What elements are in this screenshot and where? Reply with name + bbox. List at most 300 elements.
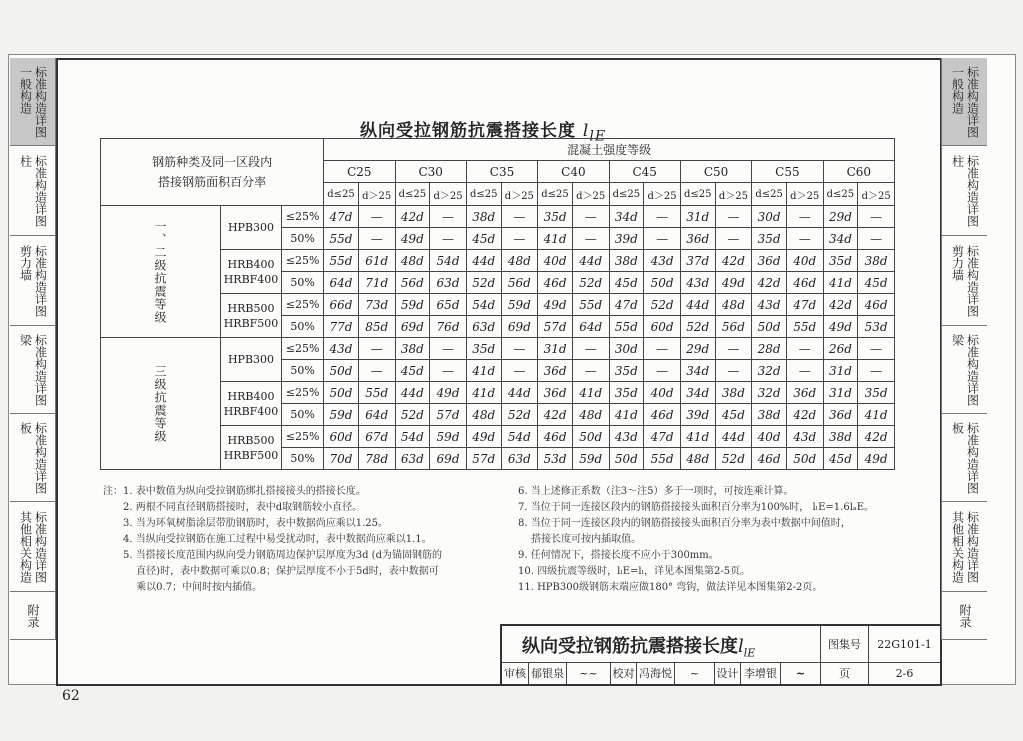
lap-length-value: 57d (430, 404, 467, 426)
header-steel-type: 钢筋种类及同一区段内 搭接钢筋面积百分率 (101, 139, 324, 206)
tab-label: 附录 (26, 603, 40, 628)
steel-type: HRB400 HRBF400 (221, 250, 282, 294)
tab-label: 标准构造详图 (33, 333, 48, 406)
grade-header: C45 (609, 161, 680, 183)
lap-length-value: — (430, 360, 467, 382)
diameter-large-header: d＞25 (358, 183, 395, 206)
lap-length-value: 36d (680, 228, 715, 250)
lap-length-value: 47d (609, 294, 644, 316)
note-line: 5. 当搭接长度范围内纵向受力钢筋周边保护层厚度为3d (d为锚固钢筋的 (103, 550, 442, 561)
lap-length-value: 41d (466, 360, 501, 382)
left-tab-6[interactable] (10, 502, 56, 592)
left-tab-3[interactable] (10, 236, 56, 326)
diameter-small-header: d≤25 (466, 183, 501, 206)
lap-length-value: 41d (572, 382, 609, 404)
lap-length-value: — (715, 338, 752, 360)
lap-length-value: 39d (609, 228, 644, 250)
lap-length-value: 34d (680, 382, 715, 404)
lap-length-value: 44d (715, 426, 752, 448)
lap-length-value: 52d (466, 272, 501, 294)
lap-length-value: 35d (538, 206, 573, 228)
left-tab-2[interactable] (10, 146, 56, 236)
lap-length-value: — (572, 338, 609, 360)
lap-length-value: — (358, 338, 395, 360)
lap-length-value: 45d (609, 272, 644, 294)
lap-length-value: 36d (538, 360, 573, 382)
percentage-cell: 50% (282, 360, 324, 382)
lap-length-value: 34d (680, 360, 715, 382)
check-name: 冯海悦 (636, 662, 674, 684)
note-line: 9. 任何情况下，搭接长度不应小于300mm。 (518, 550, 719, 561)
title-block (500, 624, 940, 684)
lap-length-value: 38d (858, 250, 895, 272)
right-tab-7[interactable] (941, 592, 987, 640)
lap-length-value: 52d (395, 404, 430, 426)
lap-length-value: — (858, 206, 895, 228)
tab-label: 梁 (18, 333, 33, 346)
lap-length-value: 69d (395, 316, 430, 338)
percentage-cell: ≤25% (282, 250, 324, 272)
lap-length-value: — (858, 360, 895, 382)
tab-label: 标准构造详图 (965, 510, 980, 583)
lap-length-value: 35d (858, 382, 895, 404)
atlas-label: 图集号 (820, 626, 868, 662)
lap-length-value: 35d (823, 250, 858, 272)
lap-length-value: 49d (466, 426, 501, 448)
lap-length-value: 70d (324, 448, 359, 470)
table-row (101, 382, 895, 404)
lap-length-value: 64d (572, 316, 609, 338)
tab-label: 剪力墙 (18, 244, 33, 281)
right-tab-1[interactable] (941, 58, 987, 146)
page-label: 页 (820, 662, 868, 684)
lap-length-value: 42d (752, 272, 787, 294)
lap-length-value: 35d (466, 338, 501, 360)
lap-length-value: 41d (680, 426, 715, 448)
note-line: 2. 两根不同直径钢筋搭接时，表中d取钢筋较小直径。 (103, 502, 363, 513)
lap-length-value: 48d (680, 448, 715, 470)
lap-length-value: 34d (609, 206, 644, 228)
percentage-cell: 50% (282, 316, 324, 338)
tab-label: 标准构造详图 (33, 510, 48, 583)
lap-length-value: 46d (786, 272, 823, 294)
tab-label: 标准构造详图 (965, 244, 980, 317)
lap-length-value: 55d (324, 250, 359, 272)
lap-length-value: 44d (572, 250, 609, 272)
lap-length-value: 43d (680, 272, 715, 294)
lap-length-value: 60d (644, 316, 681, 338)
note-line: 6. 当上述修正系数（注3～注5）多于一项时，可按连乘计算。 (518, 486, 794, 497)
check-signature: ~ (674, 662, 714, 684)
diameter-small-header: d≤25 (609, 183, 644, 206)
lap-length-value: 40d (786, 250, 823, 272)
steel-type: HRB400 HRBF400 (221, 382, 282, 426)
lap-length-value: 49d (430, 382, 467, 404)
lap-length-value: 59d (395, 294, 430, 316)
steel-type: HRB500 HRBF500 (221, 426, 282, 470)
lap-length-value: 50d (324, 360, 359, 382)
lap-length-value: — (358, 206, 395, 228)
lap-length-value: 53d (538, 448, 573, 470)
lap-length-value: 45d (858, 272, 895, 294)
table-row (101, 206, 895, 228)
lap-length-value: 55d (358, 382, 395, 404)
diameter-large-header: d＞25 (501, 183, 538, 206)
page-code: 2-6 (868, 662, 940, 684)
lap-length-value: 55d (609, 316, 644, 338)
left-tab-4[interactable] (10, 326, 56, 414)
lap-length-value: 54d (466, 294, 501, 316)
lap-length-value: 54d (501, 426, 538, 448)
lap-length-value: 67d (358, 426, 395, 448)
right-tab-2[interactable] (941, 146, 987, 236)
lap-length-value: 63d (430, 272, 467, 294)
lap-length-value: 48d (395, 250, 430, 272)
lap-length-value: 45d (715, 404, 752, 426)
tab-label: 梁 (950, 333, 965, 346)
lap-length-value: 48d (715, 294, 752, 316)
diameter-large-header: d＞25 (430, 183, 467, 206)
tab-label: 剪力墙 (950, 244, 965, 281)
lap-length-value: 41d (609, 404, 644, 426)
lap-length-value: — (786, 228, 823, 250)
lap-length-value: 50d (752, 316, 787, 338)
grade-header: C30 (395, 161, 466, 183)
lap-length-value: 55d (572, 294, 609, 316)
lap-length-value: 49d (823, 316, 858, 338)
lap-length-value: — (786, 206, 823, 228)
lap-length-value: 76d (430, 316, 467, 338)
grade-header: C50 (680, 161, 751, 183)
note-line: 8. 当位于同一连接区段内的钢筋搭接接头面积百分率为表中数据中间值时， (518, 518, 851, 529)
percentage-cell: 50% (282, 448, 324, 470)
percentage-cell: 50% (282, 228, 324, 250)
lap-length-value: 47d (786, 294, 823, 316)
lap-length-value: — (501, 360, 538, 382)
lap-length-value: 69d (501, 316, 538, 338)
lap-length-value: — (430, 338, 467, 360)
lap-length-value: 52d (715, 448, 752, 470)
lap-length-value: 42d (715, 250, 752, 272)
steel-type: HRB500 HRBF500 (221, 294, 282, 338)
note-line: 搭接长度可按内插取值。 (518, 534, 642, 545)
lap-length-value: 48d (466, 404, 501, 426)
percentage-cell: 50% (282, 404, 324, 426)
note-line: 11. HPB300级钢筋末端应做180° 弯钩，做法详见本图集第2-2页。 (518, 582, 823, 593)
lap-length-value: 59d (324, 404, 359, 426)
diameter-large-header: d＞25 (858, 183, 895, 206)
lap-length-value: — (358, 228, 395, 250)
tab-label: 柱 (18, 154, 33, 167)
lap-length-value: 46d (538, 426, 573, 448)
lap-length-value: 46d (752, 448, 787, 470)
lap-length-value: 44d (501, 382, 538, 404)
lap-length-value: 44d (680, 294, 715, 316)
lap-length-value: 44d (466, 250, 501, 272)
diameter-small-header: d≤25 (823, 183, 858, 206)
lap-length-value: — (715, 360, 752, 382)
tab-label: 标准构造详图 (965, 154, 980, 227)
lap-length-value: 31d (823, 382, 858, 404)
table-row (101, 250, 895, 272)
lap-length-value: 41d (823, 272, 858, 294)
lap-length-value: — (858, 338, 895, 360)
tab-label: 其他相关构造 (950, 510, 965, 583)
lap-length-value: 42d (858, 426, 895, 448)
grade-header: C60 (823, 161, 894, 183)
tab-label: 柱 (950, 154, 965, 167)
lap-length-value: 40d (752, 426, 787, 448)
atlas-number: 22G101-1 (868, 626, 940, 662)
diameter-small-header: d≤25 (752, 183, 787, 206)
lap-length-value: 65d (430, 294, 467, 316)
lap-length-value: 32d (752, 382, 787, 404)
right-tab-6[interactable] (941, 502, 987, 592)
lap-length-value: 41d (466, 382, 501, 404)
tab-label: 一般构造 (950, 65, 965, 114)
lap-length-value: 47d (324, 206, 359, 228)
tab-label: 附录 (958, 603, 972, 628)
table-title: 纵向受拉钢筋抗震搭接长度 $l_{lE}$ (360, 121, 607, 145)
grade-header: C40 (538, 161, 609, 183)
lap-length-value: 40d (644, 382, 681, 404)
lap-length-value: 52d (572, 272, 609, 294)
lap-length-value: 59d (572, 448, 609, 470)
lap-length-value: 34d (823, 228, 858, 250)
lap-length-value: 48d (572, 404, 609, 426)
lap-length-value: 59d (430, 426, 467, 448)
notes-right (518, 484, 874, 596)
page-number: 62 (62, 688, 80, 704)
lap-length-value: 35d (609, 382, 644, 404)
lap-length-value: 42d (786, 404, 823, 426)
tab-label: 板 (18, 421, 33, 434)
lap-length-value: 52d (644, 294, 681, 316)
lap-length-value: 43d (752, 294, 787, 316)
design-name: 李增银 (740, 662, 780, 684)
diameter-small-header: d≤25 (395, 183, 430, 206)
lap-length-value: 56d (395, 272, 430, 294)
diameter-large-header: d＞25 (715, 183, 752, 206)
tab-label: 标准构造详图 (965, 65, 980, 138)
lap-length-value: 59d (501, 294, 538, 316)
right-tab-5[interactable] (941, 414, 987, 502)
lap-length-value: 42d (395, 206, 430, 228)
lap-length-value: 63d (501, 448, 538, 470)
lap-length-value: 85d (358, 316, 395, 338)
notes-left (103, 484, 442, 596)
design-label: 设计 (714, 662, 740, 684)
left-tab-5[interactable] (10, 414, 56, 502)
lap-length-value: 64d (358, 404, 395, 426)
lap-length-value: 31d (823, 360, 858, 382)
lap-length-table (100, 138, 895, 470)
right-tab-3[interactable] (941, 236, 987, 326)
lap-length-value: 30d (609, 338, 644, 360)
lap-length-value: 45d (395, 360, 430, 382)
lap-length-value: 63d (395, 448, 430, 470)
steel-type: HPB300 (221, 206, 282, 250)
lap-length-value: 57d (466, 448, 501, 470)
diameter-large-header: d＞25 (786, 183, 823, 206)
lap-length-value: — (430, 228, 467, 250)
percentage-cell: ≤25% (282, 382, 324, 404)
lap-length-value: 42d (538, 404, 573, 426)
lap-length-value: 40d (538, 250, 573, 272)
lap-length-value: 54d (430, 250, 467, 272)
lap-length-value: 52d (680, 316, 715, 338)
lap-length-value: 43d (786, 426, 823, 448)
lap-length-value: — (572, 360, 609, 382)
lap-length-value: 36d (786, 382, 823, 404)
lap-length-value: 49d (395, 228, 430, 250)
lap-length-value: 56d (715, 316, 752, 338)
lap-length-value: 35d (609, 360, 644, 382)
lap-length-value: — (644, 338, 681, 360)
header-concrete-grade: 混凝土强度等级 (324, 139, 895, 161)
lap-length-value: 47d (644, 426, 681, 448)
lap-length-value: 38d (715, 382, 752, 404)
note-line: 10. 四级抗震等级时，lₗE=lₗ，详见本图集第2-5页。 (518, 566, 751, 577)
percentage-cell: ≤25% (282, 206, 324, 228)
lap-length-value: — (644, 228, 681, 250)
lap-length-value: — (572, 228, 609, 250)
note-line: 直径)时，表中数据可乘以0.8；保护层厚度不小于5d时，表中数据可 (103, 566, 439, 577)
lap-length-value: — (358, 360, 395, 382)
lap-length-value: 63d (466, 316, 501, 338)
lap-length-value: 42d (823, 294, 858, 316)
lap-length-value: — (786, 360, 823, 382)
lap-length-value: — (715, 228, 752, 250)
lap-length-value: — (501, 338, 538, 360)
table-row (101, 294, 895, 316)
seismic-grade-label: 三级抗震等级 (101, 338, 221, 470)
lap-length-value: 31d (538, 338, 573, 360)
lap-length-value: 43d (609, 426, 644, 448)
diameter-large-header: d＞25 (644, 183, 681, 206)
tab-label: 标准构造详图 (33, 244, 48, 317)
percentage-cell: ≤25% (282, 294, 324, 316)
lap-length-value: — (430, 206, 467, 228)
lap-length-value: 32d (752, 360, 787, 382)
lap-length-value: 61d (358, 250, 395, 272)
lap-length-value: 39d (680, 404, 715, 426)
lap-length-value: 35d (752, 228, 787, 250)
percentage-cell: ≤25% (282, 338, 324, 360)
grade-header: C25 (324, 161, 395, 183)
lap-length-value: — (715, 206, 752, 228)
tab-label: 标准构造详图 (965, 421, 980, 494)
lap-length-value: 54d (395, 426, 430, 448)
check-label: 校对 (610, 662, 636, 684)
lap-length-value: 57d (538, 316, 573, 338)
lap-length-value: — (786, 338, 823, 360)
lap-length-value: 37d (680, 250, 715, 272)
diameter-small-header: d≤25 (680, 183, 715, 206)
lap-length-value: — (644, 360, 681, 382)
lap-length-value: 49d (538, 294, 573, 316)
lap-length-value: 46d (644, 404, 681, 426)
grade-header: C55 (752, 161, 823, 183)
lap-length-value: — (501, 228, 538, 250)
review-label: 审核 (504, 667, 526, 680)
title-block-title: 纵向受拉钢筋抗震搭接长度$l_{lE}$ (522, 636, 756, 660)
tab-label: 标准构造详图 (33, 421, 48, 494)
lap-length-value: — (644, 206, 681, 228)
diameter-small-header: d≤25 (538, 183, 573, 206)
left-tab-7[interactable] (10, 592, 56, 640)
lap-length-value: 41d (538, 228, 573, 250)
lap-length-value: 60d (324, 426, 359, 448)
lap-length-value: 46d (538, 272, 573, 294)
design-signature: ~ (780, 662, 820, 684)
lap-length-value: 28d (752, 338, 787, 360)
lap-length-value: 43d (644, 250, 681, 272)
note-line: 4. 当纵向受拉钢筋在施工过程中易受扰动时，表中数据尚应乘以1.1。 (103, 534, 432, 545)
steel-type: HPB300 (221, 338, 282, 382)
lap-length-value: 45d (823, 448, 858, 470)
right-tab-4[interactable] (941, 326, 987, 414)
lap-length-value: 55d (786, 316, 823, 338)
tab-label: 其他相关构造 (18, 510, 33, 583)
lap-length-value: 53d (858, 316, 895, 338)
diameter-small-header: d≤25 (324, 183, 359, 206)
lap-length-value: 38d (823, 426, 858, 448)
lap-length-value: 50d (786, 448, 823, 470)
tab-label: 一般构造 (18, 65, 33, 114)
lap-length-value: 43d (324, 338, 359, 360)
lap-length-value: 38d (752, 404, 787, 426)
lap-length-value: 50d (324, 382, 359, 404)
lap-length-value: 49d (715, 272, 752, 294)
lap-length-value: 66d (324, 294, 359, 316)
diameter-large-header: d＞25 (572, 183, 609, 206)
lap-length-value: 50d (572, 426, 609, 448)
tab-label: 标准构造详图 (33, 65, 48, 138)
lap-length-value: 46d (858, 294, 895, 316)
lap-length-value: 55d (644, 448, 681, 470)
percentage-cell: ≤25% (282, 426, 324, 448)
lap-length-value: 36d (752, 250, 787, 272)
table-row (101, 426, 895, 448)
lap-length-value: 71d (358, 272, 395, 294)
note-line: 3. 当为环氧树脂涂层带肋钢筋时，表中数据尚应乘以1.25。 (103, 518, 388, 529)
lap-length-value: 31d (680, 206, 715, 228)
lap-length-value: 38d (609, 250, 644, 272)
lap-length-value: 77d (324, 316, 359, 338)
tab-label: 板 (950, 421, 965, 434)
lap-length-value: 52d (501, 404, 538, 426)
lap-length-value: 50d (644, 272, 681, 294)
lap-length-value: 29d (823, 206, 858, 228)
left-tab-1[interactable] (10, 58, 56, 146)
tab-label: 标准构造详图 (965, 333, 980, 406)
lap-length-value: 49d (858, 448, 895, 470)
lap-length-value: 30d (752, 206, 787, 228)
lap-length-value: 44d (395, 382, 430, 404)
lap-length-value: 36d (538, 382, 573, 404)
lap-length-value: 45d (466, 228, 501, 250)
lap-length-value: 36d (823, 404, 858, 426)
lap-length-value: 29d (680, 338, 715, 360)
note-line: 7. 当位于同一连接区段内的钢筋搭接接头面积百分率为100%时， lₗE=1.6lₐE。 (518, 502, 875, 513)
percentage-cell: 50% (282, 272, 324, 294)
lap-length-value: — (858, 228, 895, 250)
lap-length-value: 73d (358, 294, 395, 316)
lap-length-value: — (572, 206, 609, 228)
lap-length-value: 26d (823, 338, 858, 360)
lap-length-value: 41d (858, 404, 895, 426)
